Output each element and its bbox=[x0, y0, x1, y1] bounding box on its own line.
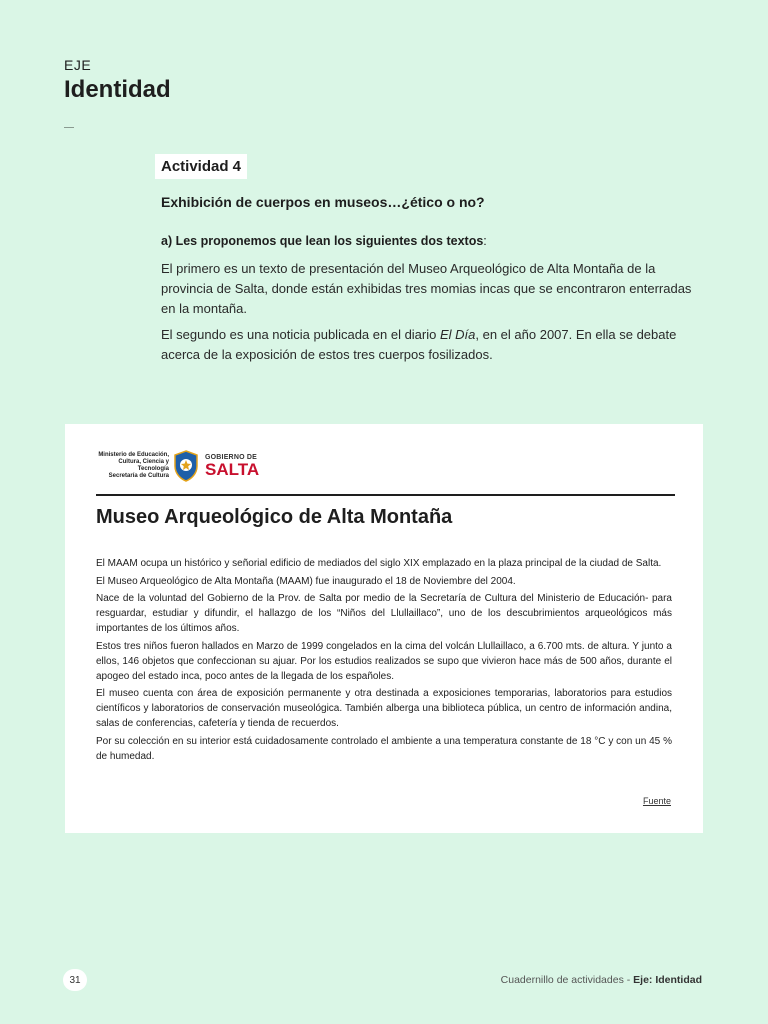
title-divider bbox=[64, 127, 74, 128]
card-divider bbox=[96, 494, 675, 496]
para2-end: , en el año 2007. En ella se debate acerca de la exposición de estos tres cuerpos fosilizados. bbox=[161, 327, 677, 362]
source-link[interactable]: Fuente bbox=[642, 796, 671, 806]
intro-paragraph-2 bbox=[161, 325, 706, 365]
card-paragraph: El Museo Arqueológico de Alta Montaña (MAAM) fue inaugurado el 18 de Noviembre del 2004. bbox=[96, 575, 516, 587]
activity-heading: Exhibición de cuerpos en museos…¿ético o no? bbox=[161, 194, 485, 210]
government-logo bbox=[97, 444, 281, 488]
page-number: 31 bbox=[63, 969, 87, 991]
footer-text-bold: Eje: Identidad bbox=[633, 974, 702, 986]
footer-text-start: Cuadernillo de actividades - bbox=[500, 974, 634, 986]
para2-start: El segundo es una noticia publicada en el diario bbox=[161, 327, 440, 342]
eje-title: Identidad bbox=[64, 76, 171, 103]
salta-seal-icon bbox=[173, 450, 199, 482]
gov-top-text: GOBIERNO DE bbox=[205, 454, 257, 461]
instruction-tail: : bbox=[483, 234, 487, 248]
card-body bbox=[96, 556, 672, 766]
card-paragraph: El MAAM ocupa un histórico y señorial edificio de mediados del siglo XIX emplazado en la plaza principal de la ciudad de Salta. bbox=[96, 558, 662, 569]
card-title: Museo Arqueológico de Alta Montaña bbox=[96, 506, 453, 528]
gov-main-text: SALTA bbox=[205, 460, 260, 479]
ministry-line-3: Secretaría de Cultura bbox=[108, 473, 169, 479]
activity-badge: Actividad 4 bbox=[155, 154, 247, 179]
instruction-bold: a) Les proponemos que lean los siguientes dos textos bbox=[161, 234, 484, 248]
instruction bbox=[161, 234, 487, 248]
newspaper-name: El Día bbox=[439, 327, 476, 342]
card-paragraph: El museo cuenta con área de exposición permanente y otra destinada a exposiciones temporarias, laboratorios para estudios científicos y laboratorios de conservación museológica. También alberga una biblioteca pública, un centro de información andina, salas de conferencias, cafetería y tienda de recuerdos. bbox=[96, 688, 672, 729]
ministry-line-2: Cultura, Ciencia y Tecnología bbox=[118, 459, 169, 472]
card-paragraph: Por su colección en su interior está cuidadosamente controlado el ambiente a una temperatura constante de 18 °C y con un 45 % de humedad. bbox=[96, 735, 672, 762]
card-paragraph: Estos tres niños fueron hallados en Marzo de 1999 congelados en la cima del volcán Llullaillaco, a 6.700 mts. de altura. Y junto a ellos, 146 objetos que confeccionan su ajuar. Por los estudios realizados se supo que vivieron hace más de 500 años, durante el apogeo del estado inca, poco antes de la llegada de los españoles. bbox=[96, 640, 672, 682]
ministry-label bbox=[97, 452, 169, 480]
ministry-line-1: Ministerio de Educación, bbox=[98, 452, 169, 458]
museum-text-card bbox=[65, 424, 703, 833]
eje-label: EJE bbox=[64, 57, 92, 73]
intro-paragraph-1: El primero es un texto de presentación del Museo Arqueológico de Alta Montaña de la provincia de Salta, donde están exhibidas tres momias incas que se encontraron enterradas en la montaña. bbox=[161, 261, 692, 316]
card-paragraph: Nace de la voluntad del Gobierno de la Prov. de Salta por medio de la Secretaría de Cultura del Ministerio de Educación- para resguardar, estudiar y difundir, el hallazgo de los “Niños del Llullaillaco”, uno de los descubrimientos arqueológicos más importantes de los últimos años. bbox=[96, 593, 672, 634]
gov-wordmark bbox=[205, 454, 259, 478]
footer-text bbox=[501, 974, 702, 986]
